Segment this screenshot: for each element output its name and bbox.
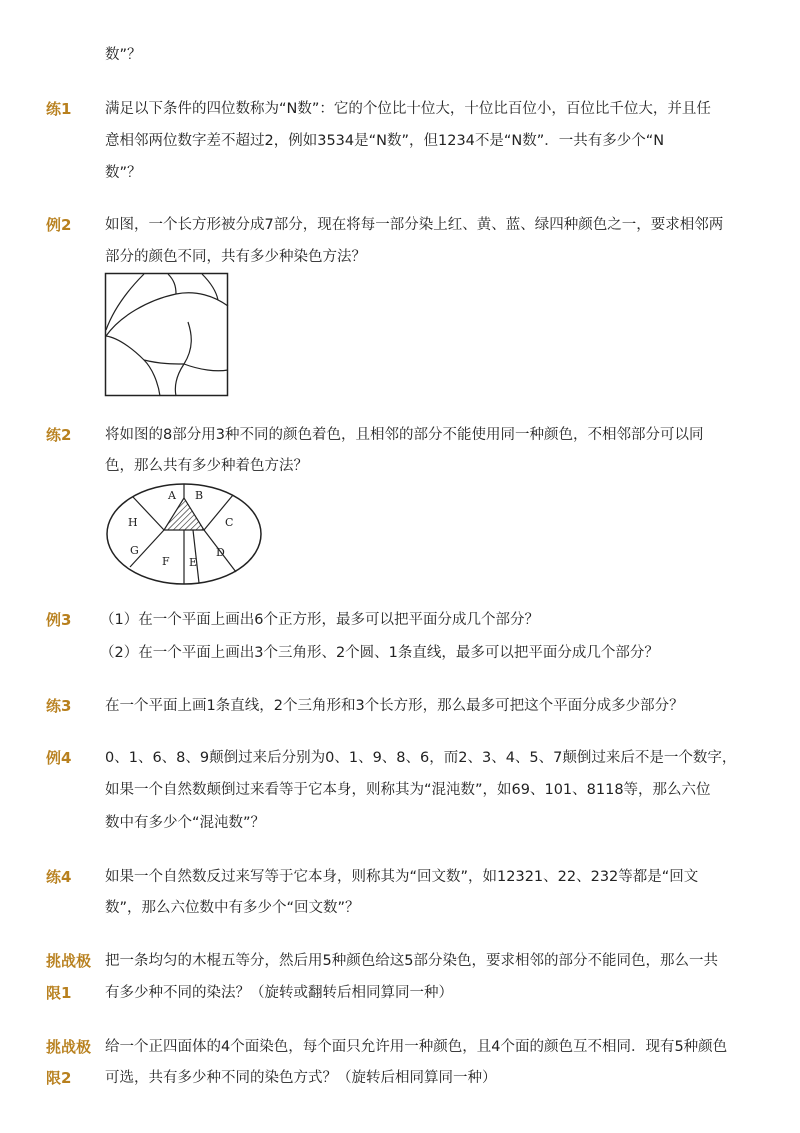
challenge1-line2: 有多少种不同的染法？（旋转或翻转后相同算同一种） [105, 985, 453, 1001]
intro-text: 数”？ [105, 47, 142, 63]
region-label-c: C [225, 516, 234, 529]
practice4-label: 练4 [46, 868, 72, 886]
challenge2-label-line2: 限2 [46, 1069, 72, 1087]
example3-line2: （2）在一个平面上画出3个三角形、2个圆、1条直线，最多可以把平面分成几个部分？ [100, 645, 659, 661]
region-label-d: D [216, 546, 225, 559]
challenge2-line1: 给一个正四面体的4个面染色，每个面只允许用一种颜色，且4个面的颜色互不相同．现有5种颜色 [105, 1039, 728, 1055]
ellipse-eight-parts-diagram [104, 480, 264, 588]
ellipse-eight-parts-figure [104, 480, 264, 588]
region-label-a: A [168, 489, 176, 502]
rectangle-seven-parts-diagram [104, 272, 230, 398]
practice1-line3: 数”？ [105, 165, 142, 181]
region-label-f: F [162, 555, 170, 568]
practice4-line2: 数”，那么六位数中有多少个“回文数”？ [105, 900, 360, 916]
practice3-label: 练3 [46, 697, 72, 715]
rectangle-seven-parts-figure [104, 272, 230, 398]
practice1-label: 练1 [46, 100, 72, 118]
example3-line1: （1）在一个平面上画出6个正方形，最多可以把平面分成几个部分？ [100, 612, 539, 628]
practice2-line1: 将如图的8部分用3种不同的颜色着色，且相邻的部分不能使用同一种颜色，不相邻部分可以同 [105, 427, 704, 443]
region-label-e: E [189, 556, 198, 569]
example4-line3: 数中有多少个“混沌数”？ [105, 815, 266, 831]
example3-label: 例3 [46, 611, 72, 629]
challenge1-label-line2: 限1 [46, 984, 72, 1002]
practice3-line1: 在一个平面上画1条直线，2个三角形和3个长方形，那么最多可把这个平面分成多少部分？ [105, 698, 684, 714]
challenge1-label-line1: 挑战极 [46, 952, 92, 970]
example4-label: 例4 [46, 749, 72, 767]
challenge2-label-line1: 挑战极 [46, 1038, 92, 1056]
example4-line1: 0、1、6、8、9颠倒过来后分别为0、1、9、8、6，而2、3、4、5、7颠倒过来后不是一个数字， [105, 750, 737, 766]
practice1-line1: 满足以下条件的四位数称为“N数”：它的个位比十位大，十位比百位小，百位比千位大，并且任 [105, 101, 711, 117]
example4-line2: 如果一个自然数颠倒过来看等于它本身，则称其为“混沌数”，如69、101、8118等，那么六位 [105, 782, 711, 798]
practice2-label: 练2 [46, 426, 72, 444]
practice2-line2: 色，那么共有多少种着色方法？ [105, 458, 308, 474]
practice1-line2: 意相邻两位数字差不超过2，例如3534是“N数”，但1234不是“N数”．一共有多少个“N [105, 133, 665, 149]
region-label-g: G [130, 544, 139, 557]
example2-label: 例2 [46, 216, 72, 234]
region-label-h: H [128, 516, 138, 529]
challenge1-line1: 把一条均匀的木棍五等分，然后用5种颜色给这5部分染色，要求相邻的部分不能同色，那么一共 [105, 953, 718, 969]
example2-line1: 如图，一个长方形被分成7部分，现在将每一部分染上红、黄、蓝、绿四种颜色之一，要求相邻两 [105, 217, 724, 233]
practice4-line1: 如果一个自然数反过来写等于它本身，则称其为“回文数”，如12321、22、232等都是“回文 [105, 869, 699, 885]
challenge2-line2: 可选，共有多少种不同的染色方式？（旋转后相同算同一种） [105, 1070, 497, 1086]
region-label-b: B [195, 489, 204, 502]
example2-line2: 部分的颜色不同，共有多少种染色方法？ [105, 249, 366, 265]
